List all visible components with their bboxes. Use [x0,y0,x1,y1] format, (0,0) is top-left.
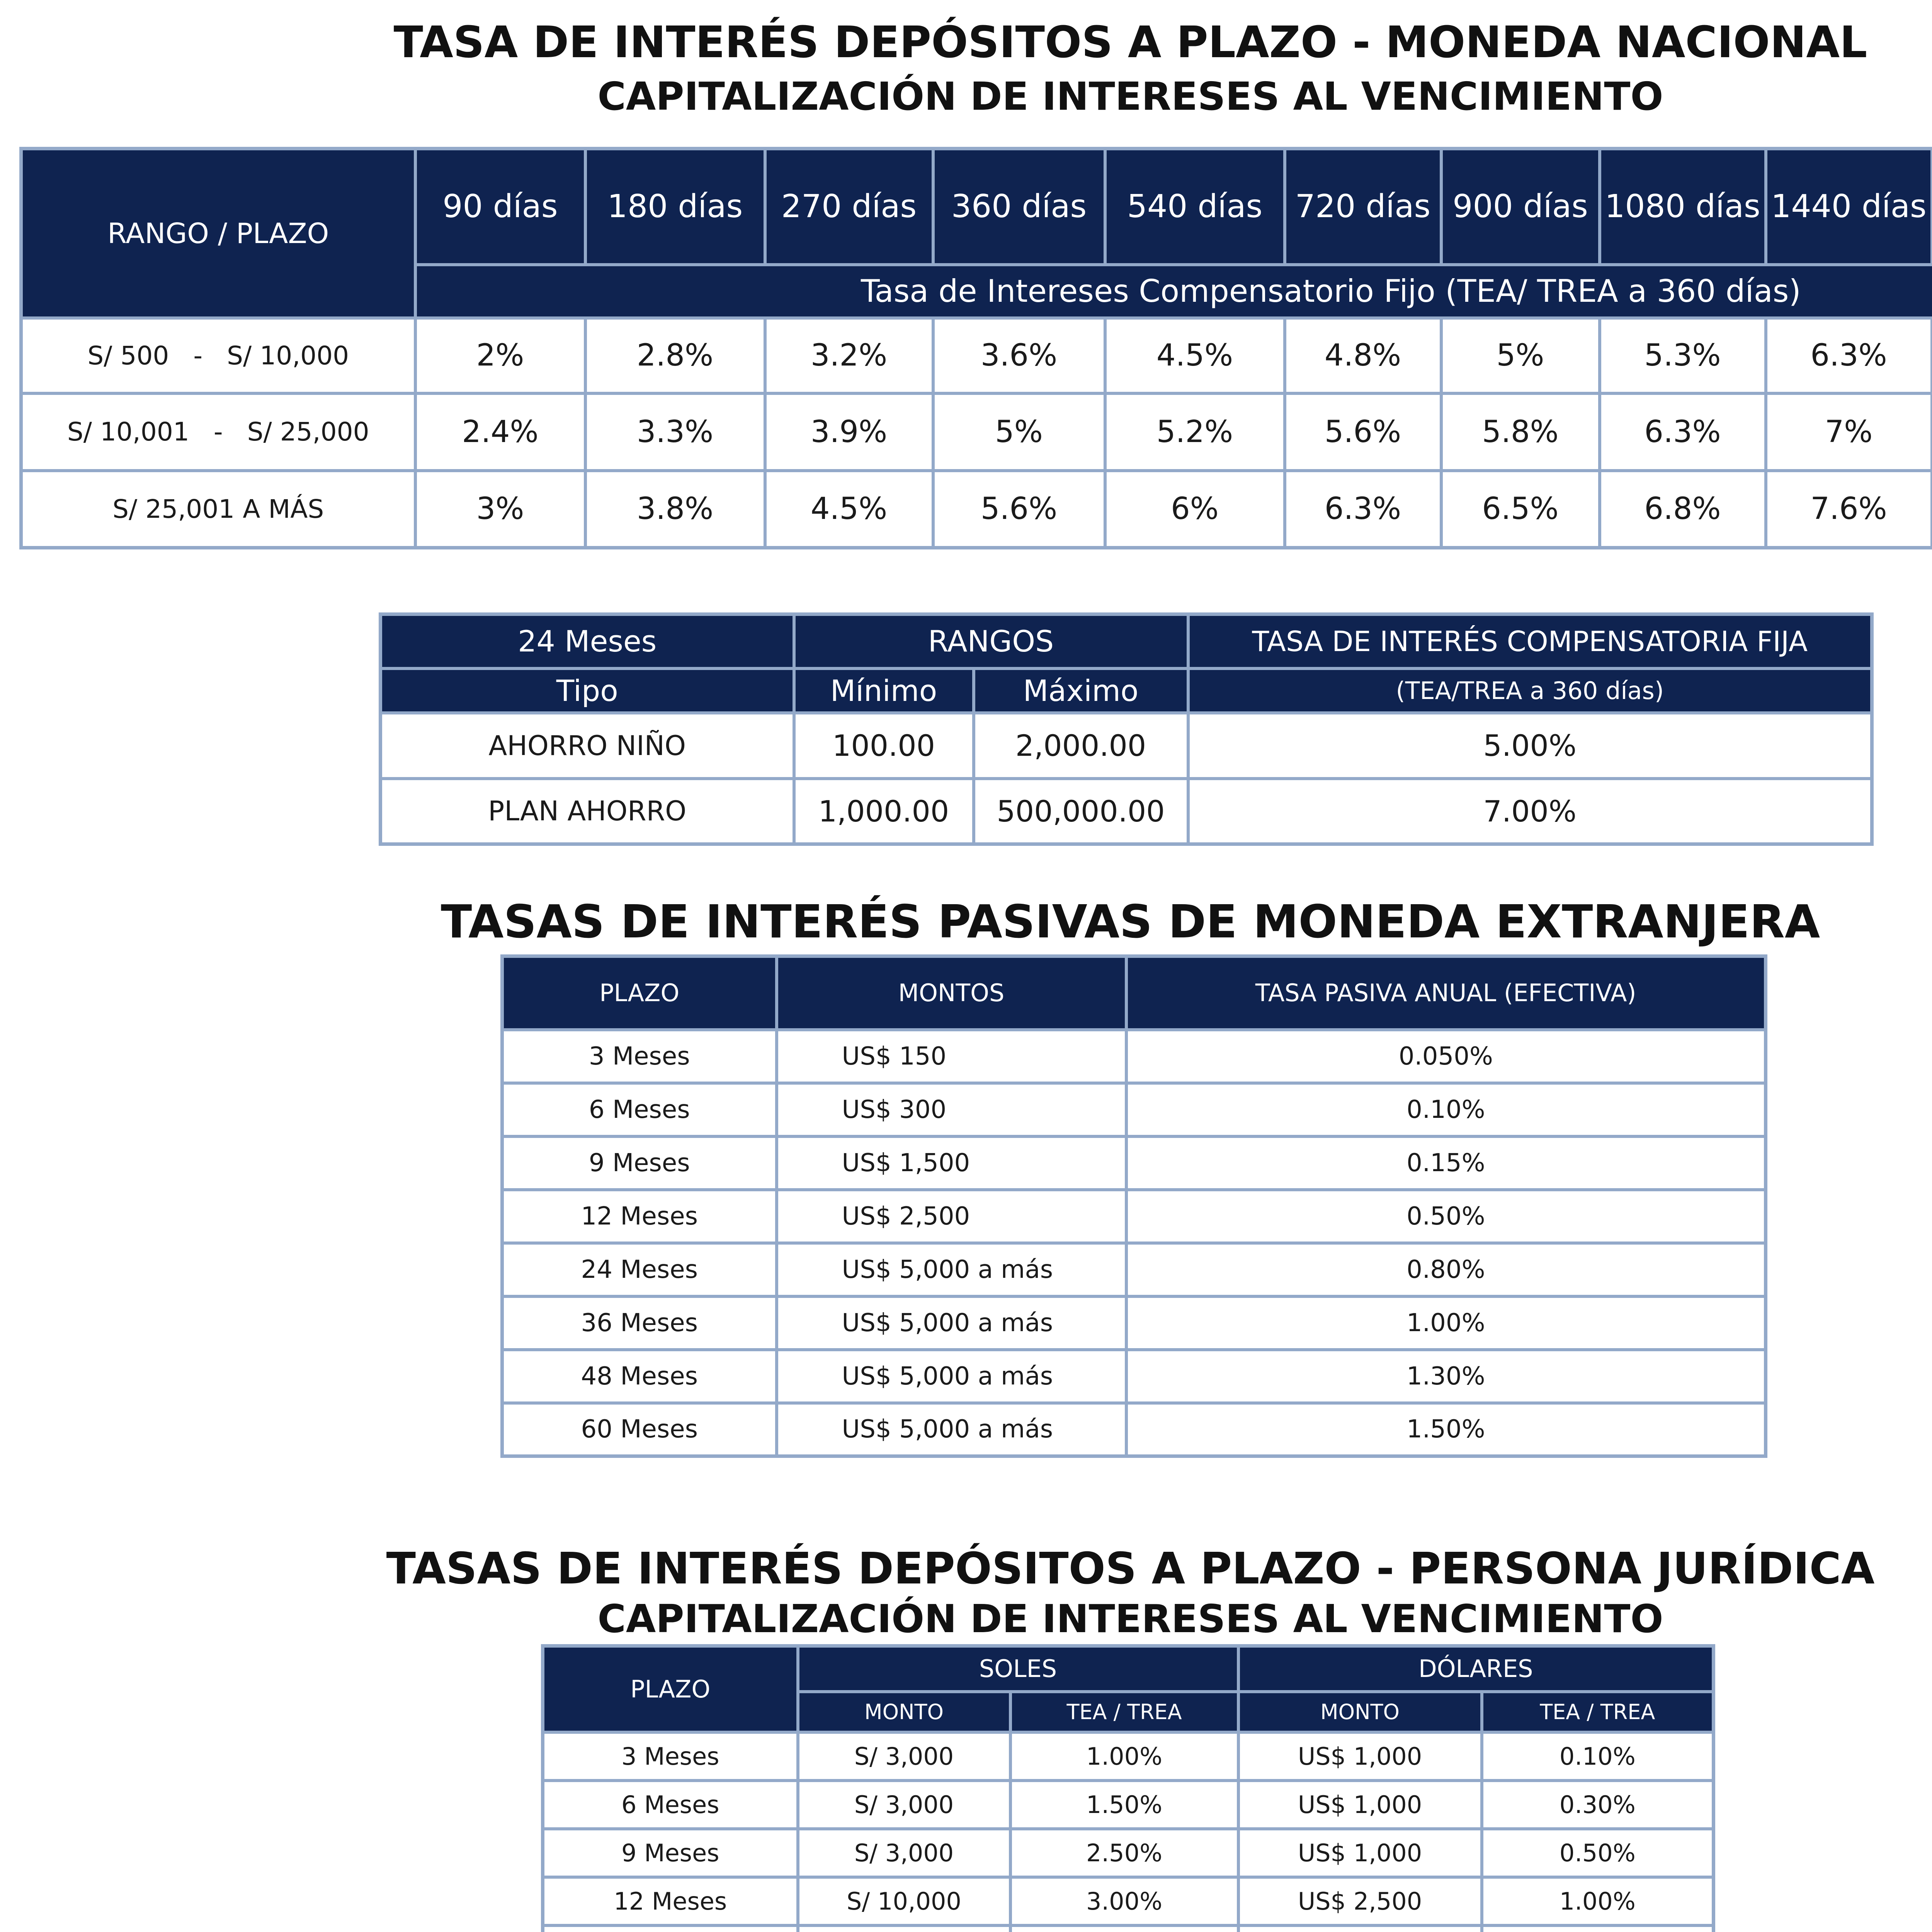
table-row [543,1877,1714,1925]
term-header: 90 días [415,149,585,265]
dollars-amount [1238,1925,1482,1932]
corner-header: RANGO / PLAZO [21,149,415,318]
dollars-rate: 0.10% [1482,1732,1714,1781]
term-header: 360 días [933,149,1105,265]
rate-value: 5% [933,393,1105,471]
rate-header: TASA DE INTERÉS COMPENSATORIA FIJA [1188,614,1872,668]
rate-value: 4.5% [765,471,933,548]
rate-value: 3.9% [765,393,933,471]
header-row [381,668,1872,713]
rate-value: 5.6% [1285,393,1441,471]
max-header: Máximo [974,668,1188,713]
term-header: 180 días [585,149,765,265]
rate-value: 5.6% [933,471,1105,548]
rate-value: 5% [1441,318,1600,393]
dollars-header: DÓLARES [1238,1646,1714,1692]
dollars-rate: 1.00% [1482,1877,1714,1925]
rate-value: 6% [1105,471,1285,548]
term-value: 9 Meses [502,1136,777,1190]
amount-value: US$ 2,500 [777,1190,1126,1243]
rate-value: 6.3% [1285,471,1441,548]
table-row [543,1732,1714,1781]
amount-value: US$ 5,000 a más [777,1350,1126,1403]
rate-value: 6.3% [1600,393,1766,471]
table-row [21,318,1932,393]
table-row [502,1296,1766,1350]
rate-caption: Tasa de Intereses Compensatorio Fijo (TEA/ TREA a 360 días) [415,265,1932,318]
amount-header: MONTOS [777,956,1126,1030]
dollars-amount: US$ 1,000 [1238,1732,1482,1781]
soles-amount: S/ 3,000 [798,1732,1010,1781]
section4-subtitle: CAPITALIZACIÓN DE INTERESES AL VENCIMIENTO [597,1596,1663,1641]
rate-value: 1.30% [1126,1350,1766,1403]
term-value: 48 Meses [502,1350,777,1403]
rate-value: 0.80% [1126,1243,1766,1296]
max-amount: 2,000.00 [974,713,1188,779]
term-header: 24 Meses [381,614,794,668]
section1-title: TASA DE INTERÉS DEPÓSITOS A PLAZO - MONEDA NACIONAL [393,17,1867,68]
section3-title: TASAS DE INTERÉS PASIVAS DE MONEDA EXTRANJERA [440,895,1820,948]
soles-amount: S/ 10,000 [798,1877,1010,1925]
table-row [502,1190,1766,1243]
soles-amount [798,1925,1010,1932]
rate-value: 5.2% [1105,393,1285,471]
table-row [21,393,1932,471]
header-row [381,614,1872,668]
term-value: 6 Meses [543,1781,798,1829]
term-value: 12 Meses [502,1190,777,1243]
rate-value: 0.10% [1126,1083,1766,1136]
amount-value: US$ 1,500 [777,1136,1126,1190]
rate-header: TASA PASIVA ANUAL (EFECTIVA) [1126,956,1766,1030]
table-row [502,1350,1766,1403]
table-row [502,1403,1766,1456]
term-value: 6 Meses [502,1083,777,1136]
header-row [21,149,1932,265]
section4-title: TASAS DE INTERÉS DEPÓSITOS A PLAZO - PERSONA JURÍDICA [386,1544,1875,1594]
rate-value: 7.6% [1766,471,1932,548]
rate-value: 3% [415,471,585,548]
amount-value: US$ 5,000 a más [777,1296,1126,1350]
dollars-rate: 0.30% [1482,1781,1714,1829]
foreign-currency-rates-table [500,954,1767,1458]
national-currency-rates-table [19,147,1932,549]
table-row [381,713,1872,779]
term-value: 3 Meses [543,1732,798,1781]
rate-subheader: (TEA/TREA a 360 días) [1188,668,1872,713]
table-row [543,1925,1714,1932]
soles-amount: S/ 3,000 [798,1781,1010,1829]
soles-rate-header: TEA / TREA [1010,1692,1238,1732]
amount-value: US$ 300 [777,1083,1126,1136]
rate-value: 0.15% [1126,1136,1766,1190]
term-header: 720 días [1285,149,1441,265]
header-row [543,1646,1714,1692]
table-row [21,471,1932,548]
rate-value: 5.8% [1441,393,1600,471]
max-amount: 500,000.00 [974,779,1188,844]
term-value: 24 Meses [502,1243,777,1296]
soles-amount-header: MONTO [798,1692,1010,1732]
soles-rate: 3.00% [1010,1877,1238,1925]
rate-value: 2.4% [415,393,585,471]
dollars-rate [1482,1925,1714,1932]
rate-value: 3.6% [933,318,1105,393]
rate-value: 2% [415,318,585,393]
savings-plans-table [379,612,1874,846]
rate-value: 1.50% [1126,1403,1766,1456]
plan-type: AHORRO NIÑO [381,713,794,779]
term-header: PLAZO [543,1646,798,1732]
range-label: S/ 500 - S/ 10,000 [21,318,415,393]
term-header: 270 días [765,149,933,265]
dollars-rate: 0.50% [1482,1829,1714,1877]
rate-value: 4.8% [1285,318,1441,393]
term-value: 3 Meses [502,1030,777,1083]
soles-amount: S/ 3,000 [798,1829,1010,1877]
table-row [502,1030,1766,1083]
table-row [502,1243,1766,1296]
dollars-rate-header: TEA / TREA [1482,1692,1714,1732]
dollars-amount: US$ 1,000 [1238,1781,1482,1829]
term-value: 12 Meses [543,1877,798,1925]
type-header: Tipo [381,668,794,713]
legal-entity-rates-table [541,1644,1715,1932]
table-row [381,779,1872,844]
term-header: 540 días [1105,149,1285,265]
rate-value: 6.5% [1441,471,1600,548]
table-row [543,1829,1714,1877]
table-row [543,1781,1714,1829]
section1-subtitle: CAPITALIZACIÓN DE INTERESES AL VENCIMIENTO [597,74,1663,119]
dollars-amount: US$ 2,500 [1238,1877,1482,1925]
soles-rate: 1.00% [1010,1732,1238,1781]
term-value [543,1925,798,1932]
header-row [502,956,1766,1030]
amount-value: US$ 5,000 a más [777,1243,1126,1296]
soles-rate: 1.50% [1010,1781,1238,1829]
soles-header: SOLES [798,1646,1238,1692]
min-header: Mínimo [794,668,974,713]
rate-value: 6.3% [1766,318,1932,393]
term-header: 1080 días [1600,149,1766,265]
amount-value: US$ 5,000 a más [777,1403,1126,1456]
rate-value: 0.050% [1126,1030,1766,1083]
rate-value: 3.2% [765,318,933,393]
term-value: 9 Meses [543,1829,798,1877]
rate-value: 4.5% [1105,318,1285,393]
soles-rate: 2.50% [1010,1829,1238,1877]
table-row [502,1136,1766,1190]
rate-value: 7% [1766,393,1932,471]
term-value: 60 Meses [502,1403,777,1456]
term-header: PLAZO [502,956,777,1030]
rate-value: 5.3% [1600,318,1766,393]
rate-value: 6.8% [1600,471,1766,548]
rate-value: 2.8% [585,318,765,393]
range-label: S/ 25,001 A MÁS [21,471,415,548]
min-amount: 100.00 [794,713,974,779]
term-value: 36 Meses [502,1296,777,1350]
dollars-amount: US$ 1,000 [1238,1829,1482,1877]
range-label: S/ 10,001 - S/ 25,000 [21,393,415,471]
rate-value: 3.8% [585,471,765,548]
plan-rate: 5.00% [1188,713,1872,779]
rate-value: 1.00% [1126,1296,1766,1350]
rate-value: 3.3% [585,393,765,471]
rate-value: 0.50% [1126,1190,1766,1243]
plan-type: PLAN AHORRO [381,779,794,844]
amount-value: US$ 150 [777,1030,1126,1083]
ranges-header: RANGOS [794,614,1188,668]
plan-rate: 7.00% [1188,779,1872,844]
table-row [502,1083,1766,1136]
term-header: 1440 días [1766,149,1932,265]
soles-rate [1010,1925,1238,1932]
term-header: 900 días [1441,149,1600,265]
min-amount: 1,000.00 [794,779,974,844]
dollars-amount-header: MONTO [1238,1692,1482,1732]
